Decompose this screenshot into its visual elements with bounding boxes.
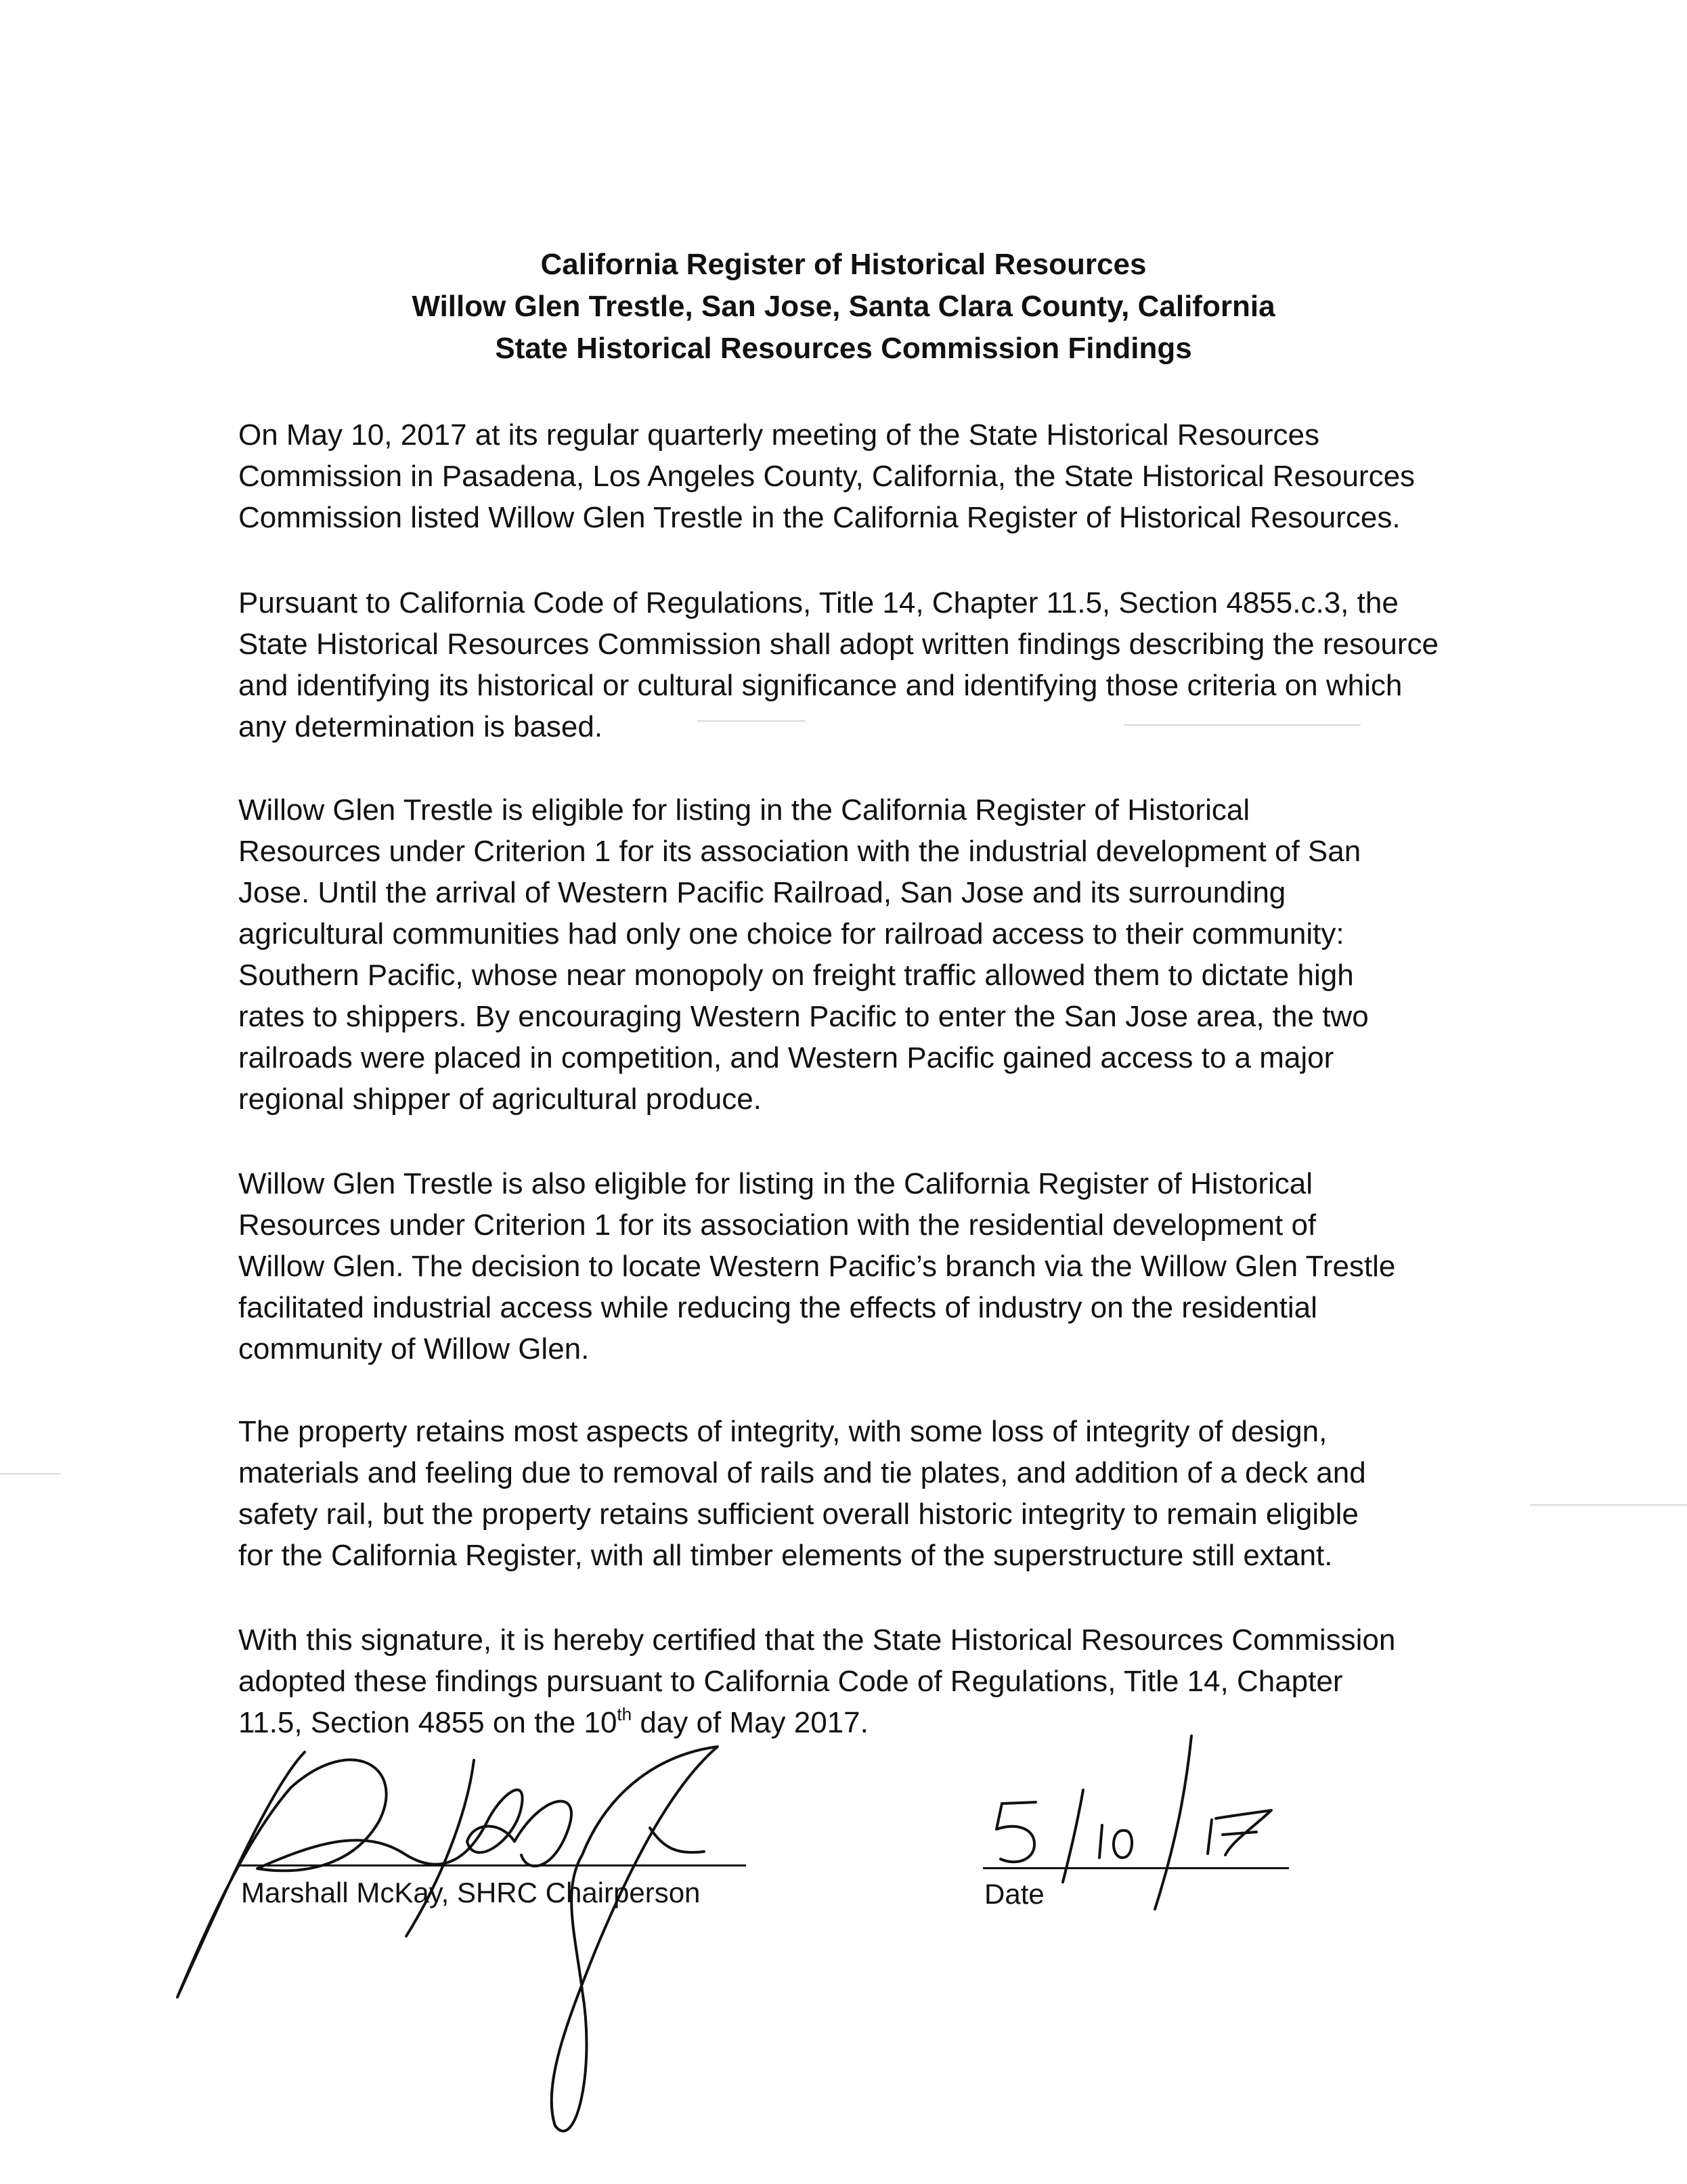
text-line: State Historical Resources Commission shall adopt written findings describing the resource [238,628,1439,661]
text-line: any determination is based. [238,710,603,743]
text-line: Resources under Criterion 1 for its association with the industrial development of San [238,835,1361,868]
text-line: facilitated industrial access while reducing the effects of industry on the residential [238,1291,1317,1324]
text-line: Pursuant to California Code of Regulations, Title 14, Chapter 11.5, Section 4855.c.3, the [238,586,1399,619]
text-line: for the California Register, with all timber elements of the superstructure still extant. [238,1539,1333,1572]
text-line-date [238,1702,1395,1743]
text-line: Jose. Until the arrival of Western Pacific Railroad, San Jose and its surrounding [238,876,1286,909]
heading-line: State Historical Resources Commission Findings [495,332,1192,365]
signature-line [238,1864,746,1866]
ordinal-suffix: th [617,1704,632,1725]
heading-line: California Register of Historical Resources [540,248,1147,281]
handwritten-signature [177,1747,718,2131]
text-line: With this signature, it is hereby certified that the State Historical Resources Commission [238,1623,1396,1657]
heading-line: Willow Glen Trestle, San Jose, Santa Clara County, California [412,290,1275,323]
paragraph-listing [238,414,1415,538]
text-line: Willow Glen Trestle is eligible for listing in the California Register of Historical [238,793,1250,827]
date-text-after: day of May 2017. [632,1706,869,1739]
date-text-before: 11.5, Section 4855 on the 10 [238,1706,617,1739]
date-label: Date [984,1878,1045,1910]
text-line: railroads were placed in competition, and Western Pacific gained access to a major [238,1041,1334,1074]
text-line: agricultural communities had only one choice for railroad access to their community: [238,917,1344,951]
scan-mark [0,1473,61,1475]
text-line: and identifying its historical or cultural significance and identifying those criteria on which [238,669,1403,702]
text-line: adopted these findings pursuant to California Code of Regulations, Title 14, Chapter [238,1665,1343,1698]
signature-label: Marshall McKay, SHRC Chairperson [241,1877,701,1908]
paragraph-integrity [238,1411,1366,1576]
text-line: regional shipper of agricultural produce. [238,1083,762,1116]
text-line: The property retains most aspects of integrity, with some loss of integrity of design, [238,1415,1328,1448]
paragraph-industrial-development [238,789,1369,1120]
scan-mark [1530,1504,1687,1506]
text-line: safety rail, but the property retains sufficient overall historic integrity to remain eligible [238,1498,1359,1531]
text-line: Resources under Criterion 1 for its association with the residential development of [238,1208,1317,1242]
text-line: Willow Glen. The decision to locate Western Pacific’s branch via the Willow Glen Trestle [238,1250,1396,1283]
text-line: Southern Pacific, whose near monopoly on freight traffic allowed them to dictate high [238,959,1354,992]
date-line [983,1867,1289,1869]
document-heading [0,244,1687,370]
text-line: Willow Glen Trestle is also eligible for listing in the California Register of Historical [238,1167,1313,1200]
text-line: Commission listed Willow Glen Trestle in the California Register of Historical Resources. [238,501,1401,534]
paragraph-certification [238,1619,1395,1743]
paragraph-regulation [238,582,1439,747]
text-line: On May 10, 2017 at its regular quarterly meeting of the State Historical Resources [238,418,1319,452]
text-line: rates to shippers. By encouraging Western Pacific to enter the San Jose area, the two [238,1000,1369,1033]
text-line: materials and feeling due to removal of rails and tie plates, and addition of a deck and [238,1456,1366,1489]
text-line: Commission in Pasadena, Los Angeles County, California, the State Historical Resources [238,460,1416,493]
text-line: community of Willow Glen. [238,1332,590,1366]
paragraph-residential-development [238,1163,1395,1370]
